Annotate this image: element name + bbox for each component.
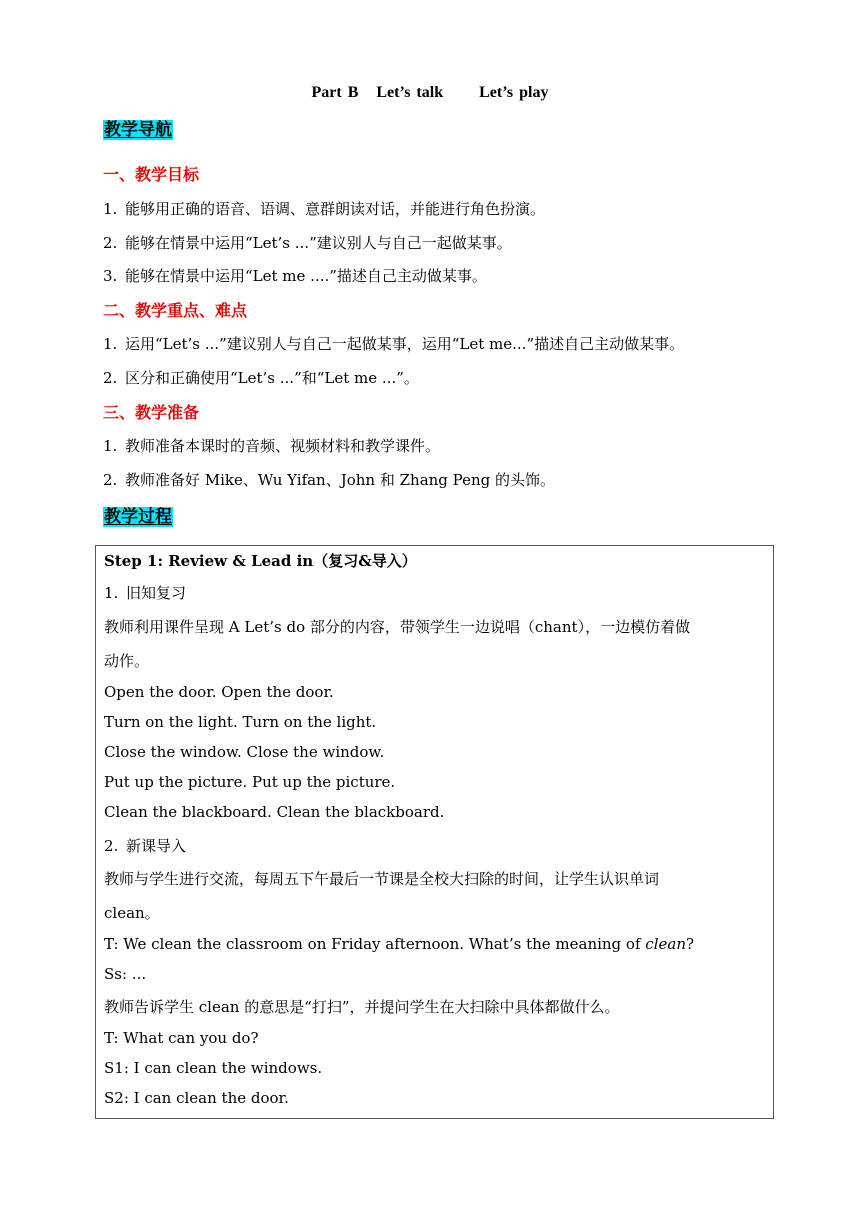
- preparation-item: 2. 教师准备好 Mike、Wu Yifan、John 和 Zhang Peng 的头饰。: [103, 471, 556, 489]
- page-title: [0, 84, 860, 102]
- keypoint-item: 1. 运用“Let’s ...”建议别人与自己一起做某事，运用“Let me...”描述自己主动做某事。: [103, 335, 685, 353]
- keypoint-item: 2. 区分和正确使用“Let’s ...”和“Let me ...”。: [103, 369, 419, 387]
- keypoints-heading: 二、教学重点、难点: [103, 301, 248, 320]
- lead-desc-line: clean。: [104, 904, 160, 922]
- step1-title: Step 1: Review & Lead in（复习&导入）: [104, 552, 417, 570]
- nav-heading: 教学导航: [104, 120, 172, 140]
- dialog-line: S2: I can clean the door.: [104, 1089, 289, 1107]
- chant-line: Put up the picture. Put up the picture.: [104, 773, 396, 791]
- title-part: Part B: [311, 84, 359, 101]
- students-answer: Ss: ...: [104, 965, 147, 983]
- process-heading: 教学过程: [104, 507, 172, 527]
- review-desc-line: 动作。: [104, 652, 150, 670]
- chant-line: Turn on the light. Turn on the light.: [104, 713, 377, 731]
- step1-box: [95, 545, 774, 1119]
- lead-subheading: 2. 新课导入: [104, 837, 187, 855]
- title-play: Let’s play: [479, 84, 549, 101]
- objective-item: 3. 能够在情景中运用“Let me ....”描述自己主动做某事。: [103, 267, 487, 285]
- objectives-heading: 一、教学目标: [103, 165, 200, 184]
- objective-item: 1. 能够用正确的语音、语调、意群朗读对话，并能进行角色扮演。: [103, 200, 546, 218]
- preparation-item: 1. 教师准备本课时的音频、视频材料和教学课件。: [103, 437, 441, 455]
- lead-desc-line: 教师与学生进行交流，每周五下午最后一节课是全校大扫除的时间，让学生认识单词: [104, 870, 660, 888]
- dialog-line: T: What can you do?: [104, 1029, 259, 1047]
- chant-line: Clean the blackboard. Clean the blackboard.: [104, 803, 445, 821]
- preparation-heading: 三、教学准备: [103, 403, 200, 422]
- teacher-question: T: We clean the classroom on Friday afternoon. What’s the meaning of clean?: [104, 935, 695, 953]
- review-subheading: 1. 旧知复习: [104, 584, 187, 602]
- review-desc-line: 教师利用课件呈现 A Let’s do 部分的内容，带领学生一边说唱（chant），一边模仿着做: [104, 618, 691, 636]
- title-talk: Let’s talk: [376, 84, 444, 101]
- objective-item: 2. 能够在情景中运用“Let’s ...”建议别人与自己一起做某事。: [103, 234, 512, 252]
- teacher-explanation: 教师告诉学生 clean 的意思是“打扫”，并提问学生在大扫除中具体都做什么。: [104, 998, 620, 1016]
- dialog-line: S1: I can clean the windows.: [104, 1059, 323, 1077]
- chant-line: Open the door. Open the door.: [104, 683, 334, 701]
- chant-line: Close the window. Close the window.: [104, 743, 385, 761]
